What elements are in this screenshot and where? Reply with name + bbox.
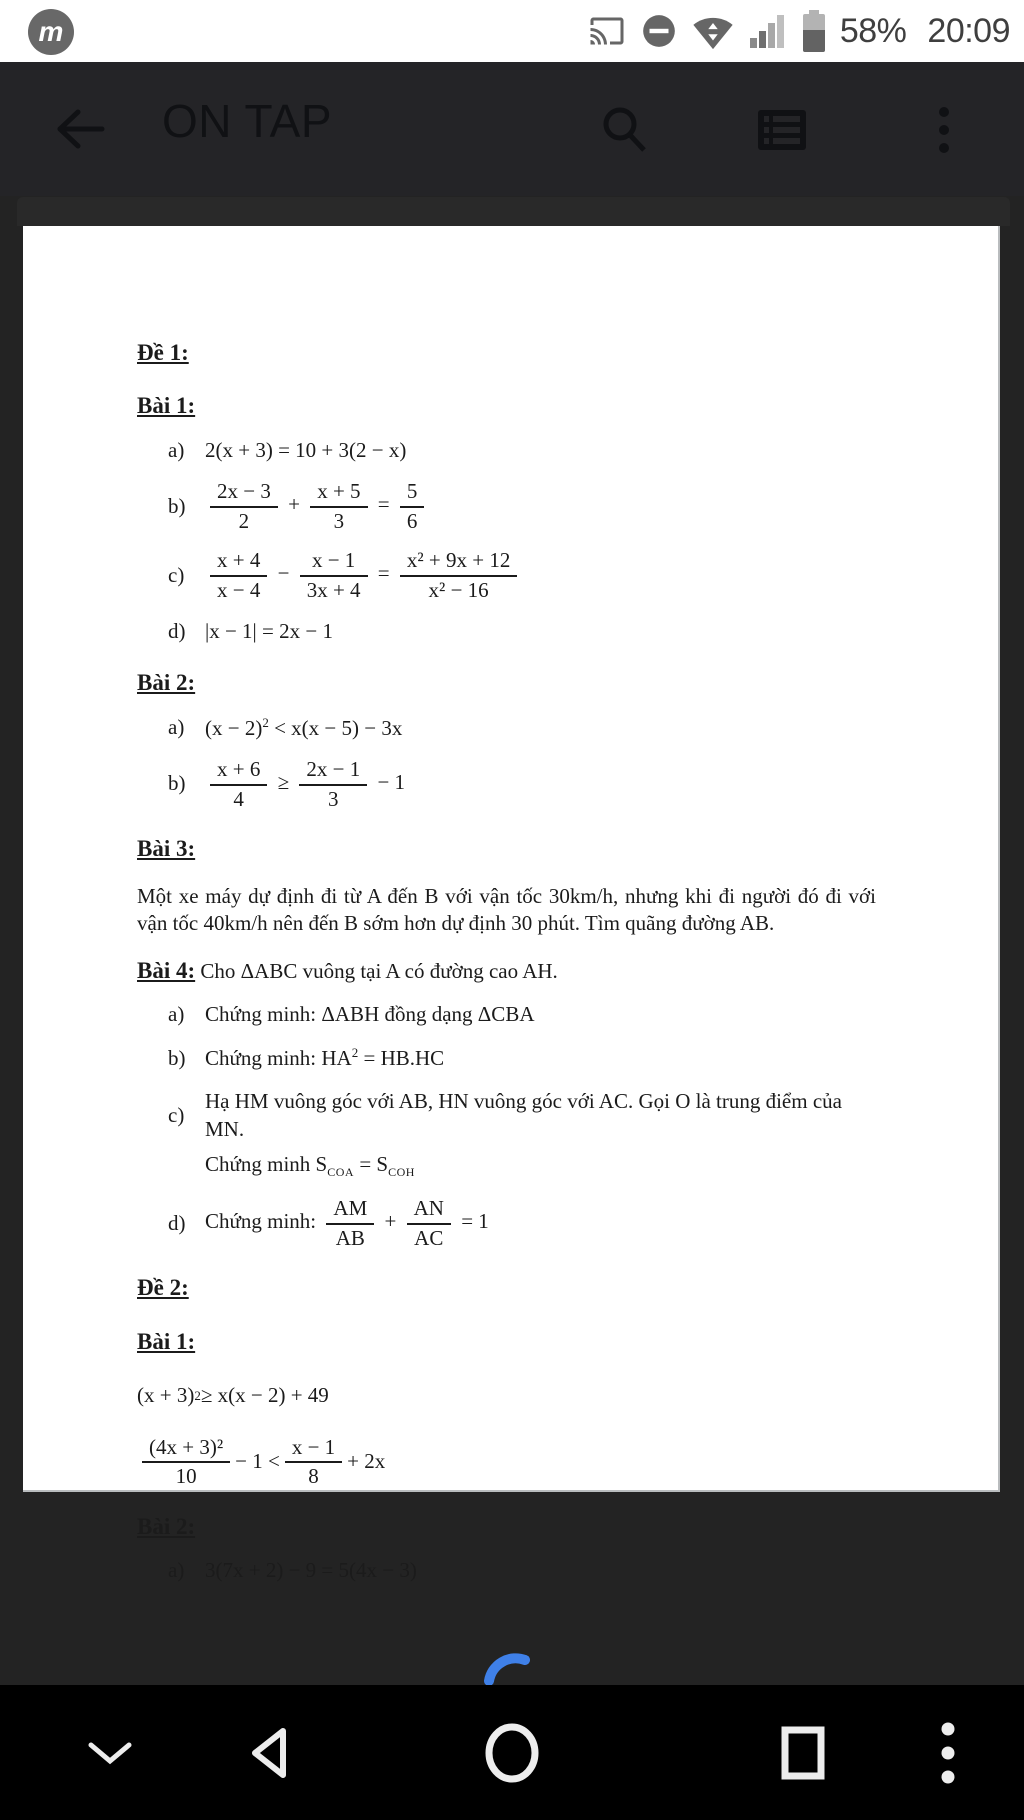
doc-item xyxy=(137,714,876,743)
doc-heading: Bài 1: xyxy=(137,393,196,419)
item-label: a) xyxy=(168,715,185,740)
doc-heading: Đề 1: xyxy=(137,340,189,365)
page-title: ON TAP xyxy=(162,95,332,147)
item-label: a) xyxy=(168,437,185,462)
fraction: $\frac{x + 4}{x - 4}$ xyxy=(210,548,267,602)
fraction: $\frac{AN}{AC}$ xyxy=(407,1196,451,1250)
fraction: $\frac{x + 6}{4}$ xyxy=(210,757,267,811)
item-math: Hạ HM vuông góc với AB, HN vuông góc với AC. Gọi O là trung điểm của MN. xyxy=(205,1088,842,1141)
fraction: $\frac{\text{(4x + 3)²}}{10}$ xyxy=(142,1435,230,1489)
doc-heading: Bài 1: xyxy=(137,1328,196,1354)
fraction: $\frac{2x - 3}{2}$ xyxy=(210,479,278,533)
nav-overflow-menu-icon[interactable] xyxy=(920,1685,976,1820)
item-label: b) xyxy=(168,1045,186,1070)
navigation-bar xyxy=(0,1685,1024,1820)
doc-item xyxy=(137,1044,876,1073)
doc-item xyxy=(137,1001,876,1029)
home-icon[interactable] xyxy=(483,1685,541,1820)
search-icon[interactable] xyxy=(596,102,652,158)
doc-item-continued: Chứng minh $S_{COA} = S_{COH}$ xyxy=(205,1152,415,1180)
doc-item xyxy=(137,1088,876,1143)
loading-arc-icon xyxy=(479,1647,533,1690)
fraction: $\frac{x - 1}{8}$ xyxy=(285,1435,342,1489)
doc-equation: $\frac{\text{(4x + 3)²}}{10}$ − 1 < $\frac{x - 1}{8}$ + 2x xyxy=(137,1435,876,1489)
item-math: |x − 1| = 2x − 1 xyxy=(205,618,333,643)
fraction: $\frac{x - 1}{3x + 4}$ xyxy=(300,548,368,602)
doc-heading: Bài 2: xyxy=(137,1513,196,1539)
item-math: $(x - 2)^2 < x(x - 5) - 3x$ xyxy=(205,714,403,740)
m-app-logo-icon: m xyxy=(28,9,74,55)
doc-equation: (x + 3) 2 ≥ x(x − 2) + 49 xyxy=(137,1383,329,1408)
item-math: Chứng minh: ΔABH đồng dạng ΔCBA xyxy=(205,1002,535,1027)
recents-icon[interactable] xyxy=(774,1685,832,1820)
item-math: $\frac{2x - 3}{2}$ + $\frac{x + 5}{3}$ = $\frac{5}{6}$ xyxy=(205,479,876,533)
item-label: b) xyxy=(168,493,186,518)
doc-item xyxy=(137,437,876,465)
fraction: $\frac{\text{x² + 9x + 12}}{\text{x² − 16}}$ xyxy=(400,548,517,602)
doc-heading: Bài 3: xyxy=(137,836,196,862)
overflow-menu-icon[interactable] xyxy=(916,102,972,158)
back-arrow-icon[interactable] xyxy=(52,106,108,152)
item-label: c) xyxy=(168,1102,185,1127)
app-bar xyxy=(0,62,1024,196)
hide-navbar-icon[interactable] xyxy=(86,1685,134,1820)
fraction: $\frac{AM}{AB}$ xyxy=(326,1196,374,1250)
back-icon[interactable] xyxy=(240,1685,298,1820)
item-label: a) xyxy=(168,1558,185,1583)
battery-percent: 58% xyxy=(839,11,907,50)
status-bar xyxy=(0,0,1024,63)
do-not-disturb-icon xyxy=(640,12,678,50)
doc-heading: Bài 2: xyxy=(137,670,196,696)
item-math: Chứng minh: $HA^2 = HB.HC$ xyxy=(205,1045,445,1071)
doc-item xyxy=(137,1557,876,1585)
cast-icon xyxy=(587,13,627,49)
doc-item xyxy=(137,548,876,602)
item-label: d) xyxy=(168,1210,186,1235)
fraction: $\frac{2x - 1}{3}$ xyxy=(299,757,367,811)
doc-paragraph: Một xe máy dự định đi từ A đến B với vận tốc 30km/h, nhưng khi đi người đó đi với vận tốc 40km/h nên đến B sớm hơn dự định 30 phút. Tìm quãng đường AB. xyxy=(137,883,876,936)
fraction: $\frac{x + 5}{3}$ xyxy=(310,479,367,533)
item-math: $\frac{x + 6}{4}$ ≥ $\frac{2x - 1}{3}$ − 1 xyxy=(205,757,876,811)
item-math: 3(7x + 2) − 9 = 5(4x − 3) xyxy=(205,1558,417,1583)
item-math: $\frac{x + 4}{x - 4}$ − $\frac{x - 1}{3x + 4}$ = $\frac{\text{x² + 9x + 12}}{\text{x² − 16}}$ xyxy=(205,548,876,602)
doc-item xyxy=(137,479,876,533)
item-label: d) xyxy=(168,618,186,643)
doc-heading-inline: Bài 4: Cho ΔABC vuông tại A có đường cao AH. xyxy=(137,958,558,984)
clock: 20:09 xyxy=(927,11,1010,50)
battery-icon xyxy=(801,9,827,53)
document-page[interactable] xyxy=(23,226,1000,1583)
fraction: $\frac{5}{6}$ xyxy=(400,479,425,533)
wifi-data-icon xyxy=(691,11,735,51)
item-label: a) xyxy=(168,1002,185,1027)
doc-item xyxy=(137,1196,876,1250)
item-label: c) xyxy=(168,562,185,587)
doc-heading: Đề 2: xyxy=(137,1275,189,1301)
item-math: 2(x + 3) = 10 + 3(2 − x) xyxy=(205,437,407,462)
item-math: Chứng minh: $\frac{AM}{AB}$ + $\frac{AN}{AC}$ = 1 xyxy=(205,1196,489,1250)
page-top-shadow xyxy=(17,197,1010,226)
signal-icon xyxy=(748,12,788,50)
list-view-icon[interactable] xyxy=(754,102,810,158)
item-label: b) xyxy=(168,771,186,796)
status-icons xyxy=(587,0,1010,62)
doc-item xyxy=(137,757,876,811)
doc-item xyxy=(137,618,876,646)
